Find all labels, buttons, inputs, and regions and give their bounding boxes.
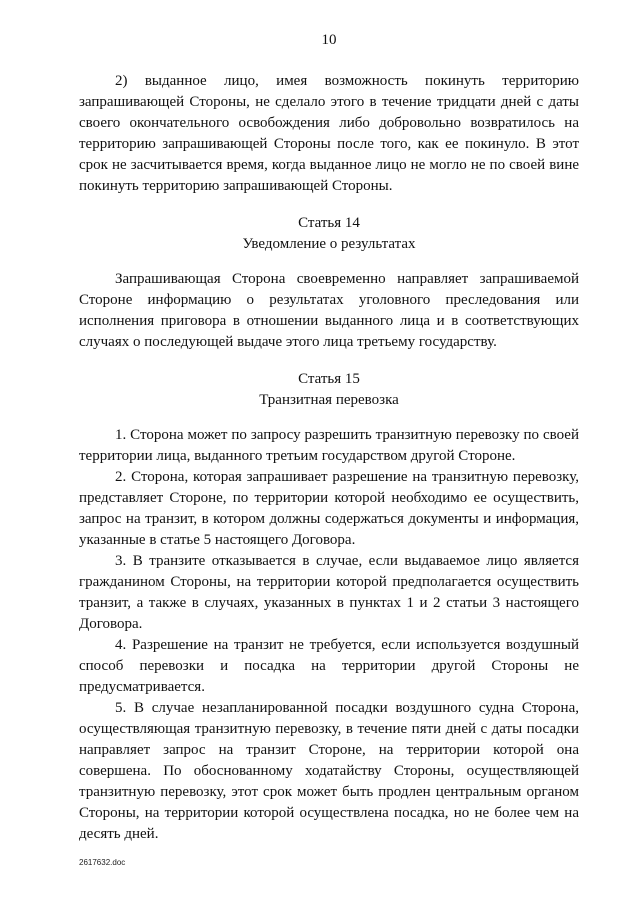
- article-15-number: Статья 15: [298, 371, 360, 387]
- article-15-title: Транзитная перевозка: [259, 392, 399, 408]
- article-15-paragraph-1: 1. Сторона может по запросу разрешить транзитную перевозку по своей территории лица, выданного третьим государством другой Стороне.: [79, 427, 579, 464]
- article-15-paragraph-3: 3. В транзите отказывается в случае, если выдаваемое лицо является гражданином Стороны, на территории которой предполагается осуществить транзит, а также в случаях, указанных в пунктах 1 и 2 статьи 3 настоящего Договора.: [79, 553, 579, 632]
- article-14-title: Уведомление о результатах: [242, 236, 416, 252]
- article-14-number: Статья 14: [298, 215, 360, 231]
- footer-filename: 2617632.doc: [79, 858, 126, 867]
- paragraph-item-2: 2) выданное лицо, имея возможность покинуть территорию запрашивающей Стороны, не сделало этого в течение тридцати дней с даты своего окончательного освобождения либо добровольно возвратилось на территорию запрашивающей Стороны после того, как ее покинуло. В этот срок не засчитывается время, когда выданное лицо не могло не по своей вине покинуть территорию запрашивающей Стороны.: [79, 73, 579, 194]
- article-15-paragraph-5: 5. В случае незапланированной посадки воздушного судна Сторона, осуществляющая транзитную перевозку, в течение пяти дней с даты посадки направляет запрос на транзит Стороне, на территории которой она совершена. По обоснованному ходатайству Стороны, осуществляющей транзитную перевозку, этот срок может быть продлен центральным органом Стороны, на территории которой осуществлена посадка, но не более чем на десять дней.: [79, 700, 579, 842]
- article-15-paragraph-4: 4. Разрешение на транзит не требуется, если используется воздушный способ перевозки и посадка на территории другой Стороны не предусматривается.: [79, 637, 579, 695]
- article-14-text: Запрашивающая Сторона своевременно направляет запрашиваемой Стороне информацию о результатах уголовного преследования или исполнения приговора в отношении выданного лица и в соответствующих случаях о последующей выдаче этого лица третьему государству.: [79, 271, 579, 350]
- article-14-heading: [79, 213, 579, 255]
- article-15-heading: [79, 369, 579, 411]
- page-number: 10: [321, 32, 337, 48]
- article-15-paragraph-2: 2. Сторона, которая запрашивает разрешение на транзитную перевозку, представляет Стороне, по территории которой необходимо ее осуществить, запрос на транзит, в котором должны содержаться документы и информация, указанные в статье 5 настоящего Договора.: [79, 469, 579, 548]
